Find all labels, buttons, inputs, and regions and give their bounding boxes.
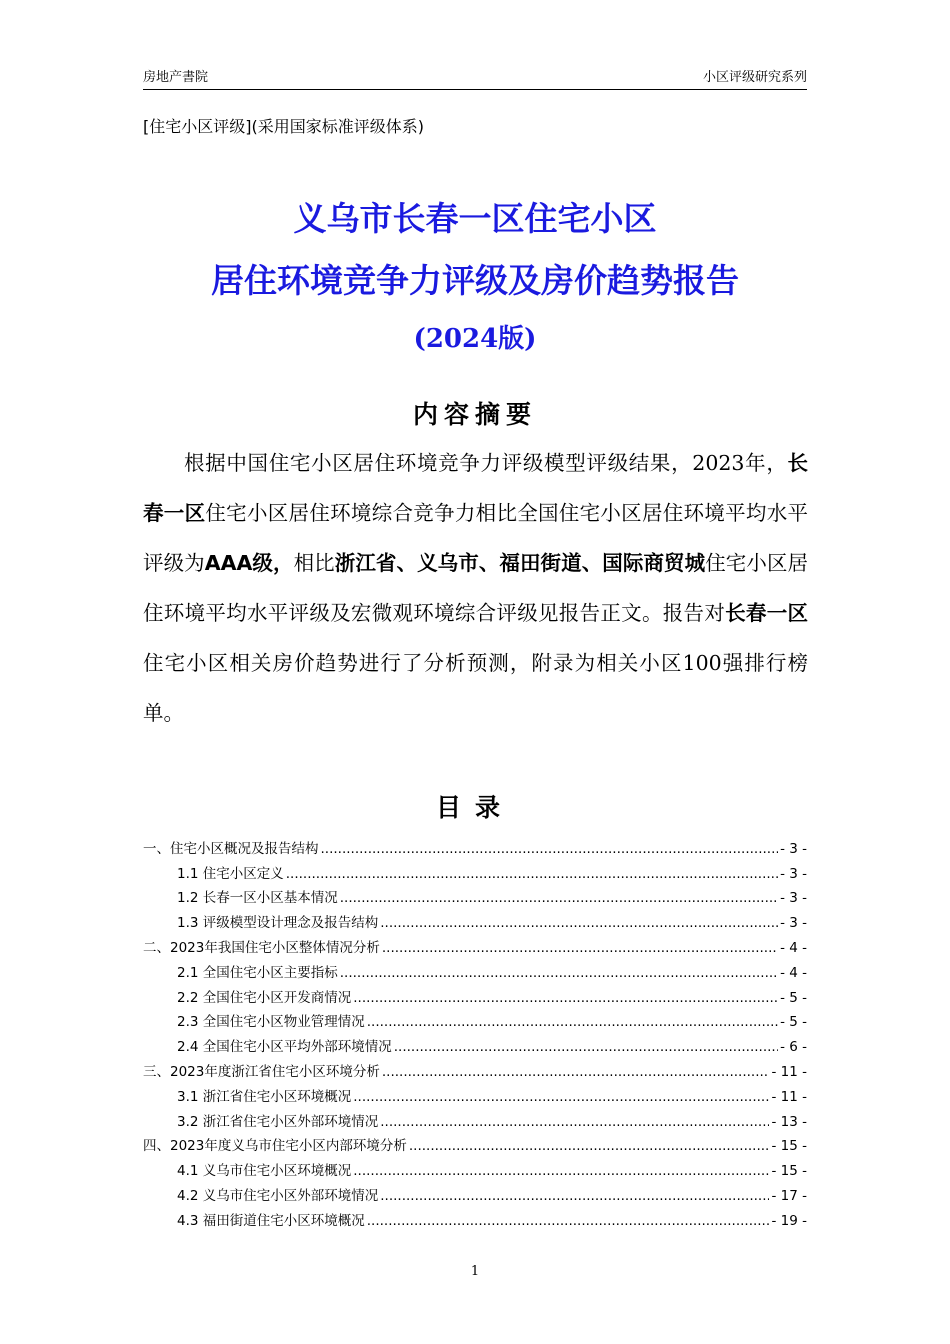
toc-leader-dots <box>367 1014 778 1030</box>
toc-entry[interactable] <box>143 1080 807 1105</box>
toc-leader-dots <box>367 1213 770 1229</box>
toc-entry[interactable] <box>143 1130 807 1155</box>
toc-entry[interactable] <box>143 1105 807 1130</box>
toc-leader-dots <box>353 1089 769 1105</box>
toc-entry[interactable] <box>143 931 807 956</box>
abstract-text-1: 根据中国住宅小区居住环境竞争力评级模型评级结果，2023年， <box>184 451 788 475</box>
toc-entry[interactable] <box>143 882 807 907</box>
toc-entry[interactable] <box>143 1154 807 1179</box>
toc-entry-page: - 17 - <box>771 1187 807 1204</box>
toc-entry-page: - 3 - <box>780 915 807 932</box>
toc-entry-label: 3.2 浙江省住宅小区外部环境情况 <box>177 1113 379 1130</box>
toc-leader-dots <box>340 965 778 981</box>
page-number: 1 <box>470 1264 480 1279</box>
abstract-bold-4: 长春一区 <box>725 601 809 625</box>
header-divider <box>143 89 807 90</box>
toc-entry[interactable] <box>143 956 807 981</box>
title-edition: (2024版) <box>413 324 537 354</box>
toc-leader-dots <box>286 866 778 882</box>
toc-entry-label: 1.3 评级模型设计理念及报告结构 <box>177 915 379 932</box>
toc-entry-label: 一、住宅小区概况及报告结构 <box>143 840 319 857</box>
toc-leader-dots <box>321 841 779 857</box>
toc-leader-dots <box>382 940 778 956</box>
abstract-bold-1: 长春一区 <box>143 451 808 525</box>
toc-entry[interactable] <box>143 1030 807 1055</box>
toc-entry-label: 1.2 长春一区小区基本情况 <box>177 890 338 907</box>
header-publisher: 房地产書院 <box>143 70 209 85</box>
toc-entry-label: 2.3 全国住宅小区物业管理情况 <box>177 1014 365 1031</box>
toc-leader-dots <box>380 915 778 931</box>
toc-entry-label: 四、2023年度义乌市住宅小区内部环境分析 <box>143 1138 407 1155</box>
toc-leader-dots <box>382 1064 770 1080</box>
toc-entry[interactable] <box>143 1055 807 1080</box>
toc-entry-label: 二、2023年我国住宅小区整体情况分析 <box>143 939 380 956</box>
toc-entry[interactable] <box>143 1204 807 1229</box>
toc-entry-page: - 19 - <box>771 1212 807 1229</box>
toc-entry[interactable] <box>143 906 807 931</box>
toc-entry-page: - 15 - <box>771 1138 807 1155</box>
toc-entry-label: 4.3 福田街道住宅小区环境概况 <box>177 1212 365 1229</box>
toc-entry-label: 4.1 义乌市住宅小区环境概况 <box>177 1163 352 1180</box>
report-tag: [住宅小区评级](采用国家标准评级体系) <box>143 117 424 136</box>
toc-leader-dots <box>353 990 778 1006</box>
toc-entry-page: - 5 - <box>780 989 807 1006</box>
toc-leader-dots <box>353 1163 769 1179</box>
toc-entry-page: - 4 - <box>780 964 807 981</box>
table-of-contents <box>143 832 807 1229</box>
toc-heading: 目录 <box>435 793 514 822</box>
toc-entry-label: 4.2 义乌市住宅小区外部环境情况 <box>177 1187 379 1204</box>
toc-entry[interactable] <box>143 981 807 1006</box>
toc-entry-page: - 3 - <box>780 865 807 882</box>
abstract-bold-2: AAA级， <box>204 551 294 575</box>
toc-entry-page: - 5 - <box>780 1014 807 1031</box>
title-line-1: 义乌市长春一区住宅小区 <box>293 199 657 238</box>
toc-entry-label: 2.1 全国住宅小区主要指标 <box>177 964 338 981</box>
abstract-paragraph <box>143 438 808 738</box>
toc-entry-label: 2.4 全国住宅小区平均外部环境情况 <box>177 1039 392 1056</box>
toc-entry-page: - 15 - <box>771 1163 807 1180</box>
toc-entry-page: - 3 - <box>780 890 807 907</box>
abstract-text-4: 住宅小区居住环境平均水平评级及宏微观环境综合评级见报告正文。报告对 <box>143 551 809 625</box>
toc-entry[interactable] <box>143 832 807 857</box>
abstract-heading: 内容摘要 <box>412 400 537 429</box>
toc-entry-page: - 3 - <box>780 840 807 857</box>
toc-entry[interactable] <box>143 1006 807 1031</box>
abstract-text-3: 相比 <box>293 551 335 575</box>
toc-entry[interactable] <box>143 1179 807 1204</box>
toc-entry-label: 3.1 浙江省住宅小区环境概况 <box>177 1088 352 1105</box>
toc-entry[interactable] <box>143 857 807 882</box>
abstract-text-2: 住宅小区居住环境综合竞争力相比全国住宅小区居住环境平均水平评级为 <box>143 501 809 575</box>
title-line-2: 居住环境竞争力评级及房价趋势报告 <box>211 261 739 300</box>
toc-entry-page: - 13 - <box>771 1113 807 1130</box>
toc-leader-dots <box>380 1114 769 1130</box>
abstract-text-5: 住宅小区相关房价趋势进行了分析预测，附录为相关小区100强排行榜单。 <box>143 651 808 725</box>
header-series: 小区评级研究系列 <box>702 70 807 85</box>
toc-entry-label: 三、2023年度浙江省住宅小区环境分析 <box>143 1063 380 1080</box>
toc-entry-label: 2.2 全国住宅小区开发商情况 <box>177 989 352 1006</box>
toc-entry-page: - 4 - <box>780 939 807 956</box>
toc-leader-dots <box>394 1039 778 1055</box>
toc-leader-dots <box>380 1188 769 1204</box>
toc-leader-dots <box>340 890 778 906</box>
toc-leader-dots <box>409 1138 770 1154</box>
abstract-bold-3: 浙江省、义乌市、福田街道、国际商贸城 <box>334 551 706 575</box>
toc-entry-page: - 11 - <box>771 1088 807 1105</box>
toc-entry-page: - 11 - <box>771 1063 807 1080</box>
toc-entry-label: 1.1 住宅小区定义 <box>177 865 284 882</box>
toc-entry-page: - 6 - <box>780 1039 807 1056</box>
